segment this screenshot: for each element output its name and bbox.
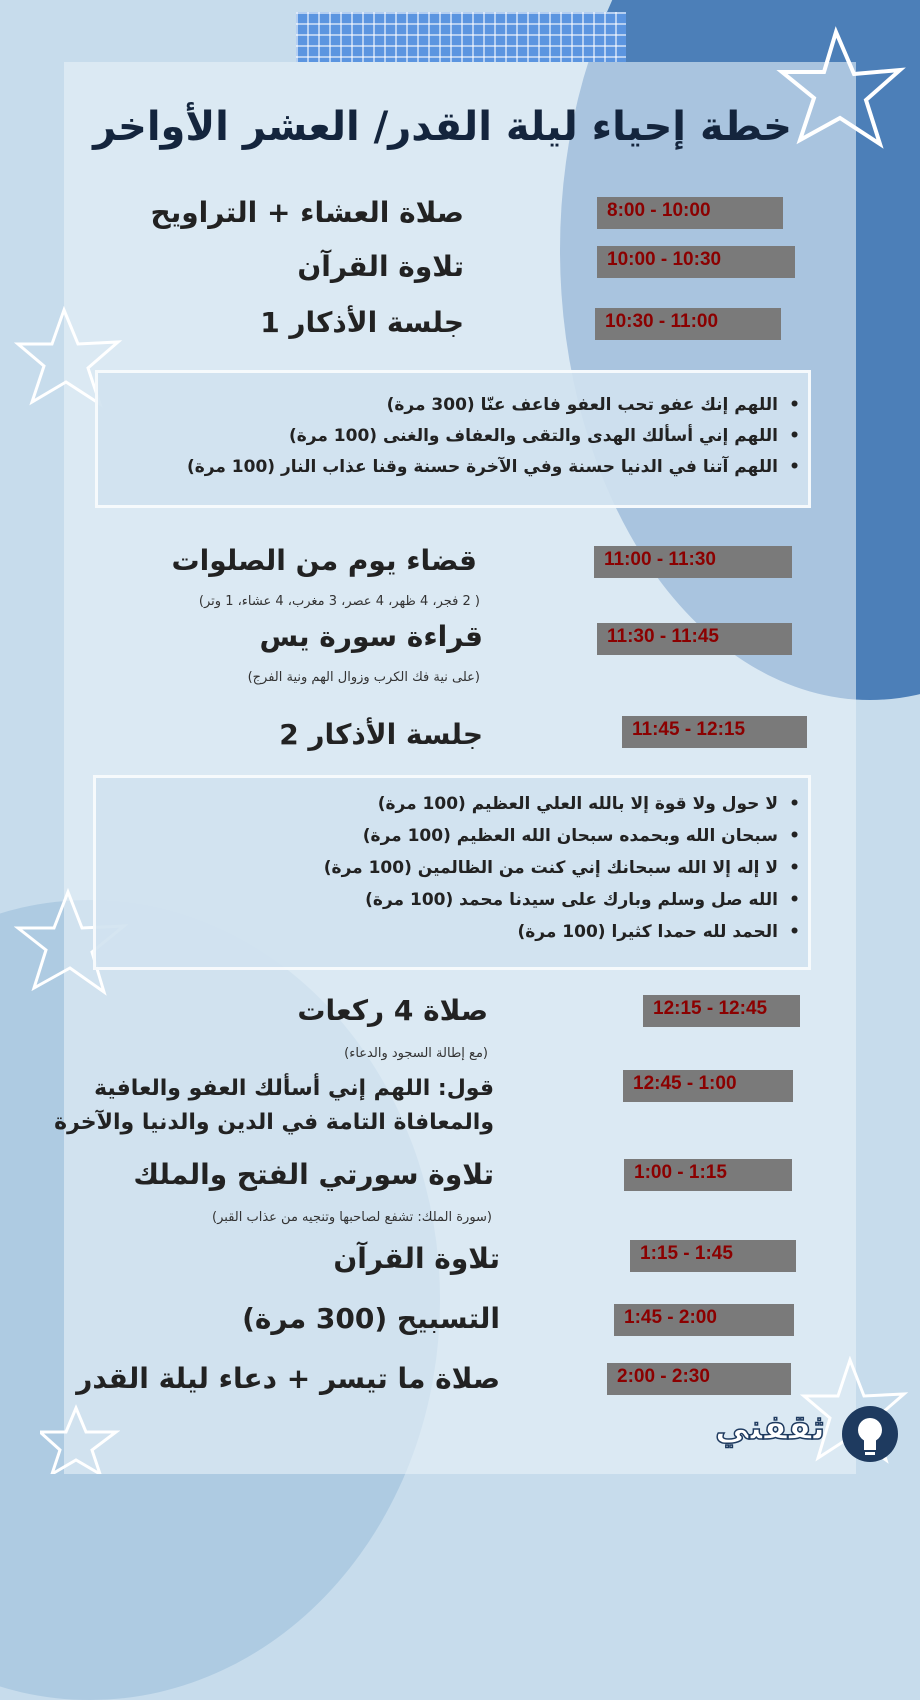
time-slot: 1:15 - 1:45 bbox=[630, 1240, 796, 1272]
schedule-label: قول: اللهم إني أسألك العفو والعافية bbox=[94, 1076, 494, 1101]
schedule-note: (على نية فك الكرب وزوال الهم ونية الفرج) bbox=[247, 670, 480, 685]
dhikr-item: • لا إله إلا الله سبحانك إني كنت من الظالمين (100 مرة) bbox=[96, 858, 778, 890]
time-slot: 12:15 - 12:45 bbox=[643, 995, 800, 1027]
time-slot: 10:00 - 10:30 bbox=[597, 246, 795, 278]
schedule-label: التسبيح (300 مرة) bbox=[242, 1302, 500, 1335]
dhikr-item: • اللهم آتنا في الدنيا حسنة وفي الآخرة حسنة وقنا عذاب النار (100 مرة) bbox=[98, 457, 778, 488]
schedule-label: جلسة الأذكار 1 bbox=[260, 306, 464, 339]
schedule-label: صلاة ما تيسر + دعاء ليلة القدر bbox=[76, 1362, 500, 1395]
time-slot: 2:00 - 2:30 bbox=[607, 1363, 791, 1395]
time-slot: 1:00 - 1:15 bbox=[624, 1159, 792, 1191]
time-slot: 8:00 - 10:00 bbox=[597, 197, 783, 229]
page-title: خطة إحياء ليلة القدر/ العشر الأواخر bbox=[93, 104, 792, 150]
schedule-label: قضاء يوم من الصلوات bbox=[171, 544, 477, 577]
time-slot: 1:45 - 2:00 bbox=[614, 1304, 794, 1336]
dhikr-item: • لا حول ولا قوة إلا بالله العلي العظيم (100 مرة) bbox=[96, 794, 778, 826]
time-slot: 11:00 - 11:30 bbox=[594, 546, 792, 578]
schedule-label: صلاة العشاء + التراويح bbox=[150, 196, 464, 229]
logo-text: ثقفني bbox=[715, 1408, 825, 1448]
star-icon bbox=[776, 26, 916, 156]
schedule-label: جلسة الأذكار 2 bbox=[279, 718, 483, 751]
time-slot: 12:45 - 1:00 bbox=[623, 1070, 793, 1102]
schedule-note: (مع إطالة السجود والدعاء) bbox=[344, 1046, 488, 1061]
dhikr-item: • اللهم إني أسألك الهدى والتقى والعفاف والغنى (100 مرة) bbox=[98, 426, 778, 457]
dhikr-item: • الحمد لله حمدا كثيرا (100 مرة) bbox=[96, 922, 778, 954]
adhkar-box-2 bbox=[93, 775, 811, 970]
dhikr-item: • الله صل وسلم وبارك على سيدنا محمد (100 مرة) bbox=[96, 890, 778, 922]
star-icon bbox=[40, 1404, 120, 1474]
time-slot: 10:30 - 11:00 bbox=[595, 308, 781, 340]
schedule-note: (سورة الملك: تشفع لصاحبها وتنجيه من عذاب القبر) bbox=[212, 1210, 492, 1225]
schedule-label: قراءة سورة يس bbox=[259, 620, 483, 653]
adhkar-box-1 bbox=[95, 370, 811, 508]
schedule-label: صلاة 4 ركعات bbox=[297, 994, 488, 1027]
schedule-label: تلاوة القرآن bbox=[297, 250, 464, 283]
time-slot: 11:45 - 12:15 bbox=[622, 716, 807, 748]
dhikr-item: • سبحان الله وبحمده سبحان الله العظيم (100 مرة) bbox=[96, 826, 778, 858]
schedule-label: تلاوة القرآن bbox=[333, 1242, 500, 1275]
time-slot: 11:30 - 11:45 bbox=[597, 623, 792, 655]
schedule-label-line2: والمعافاة التامة في الدين والدنيا والآخرة bbox=[54, 1110, 494, 1135]
lightbulb-icon bbox=[836, 1404, 904, 1464]
schedule-label: تلاوة سورتي الفتح والملك bbox=[133, 1158, 494, 1191]
schedule-note: ( 2 فجر، 4 ظهر، 4 عصر، 3 مغرب، 4 عشاء، 1 وتر) bbox=[198, 594, 480, 609]
dhikr-item: • اللهم إنك عفو تحب العفو فاعف عنّا (300 مرة) bbox=[98, 395, 778, 426]
decorative-grid bbox=[296, 12, 626, 62]
